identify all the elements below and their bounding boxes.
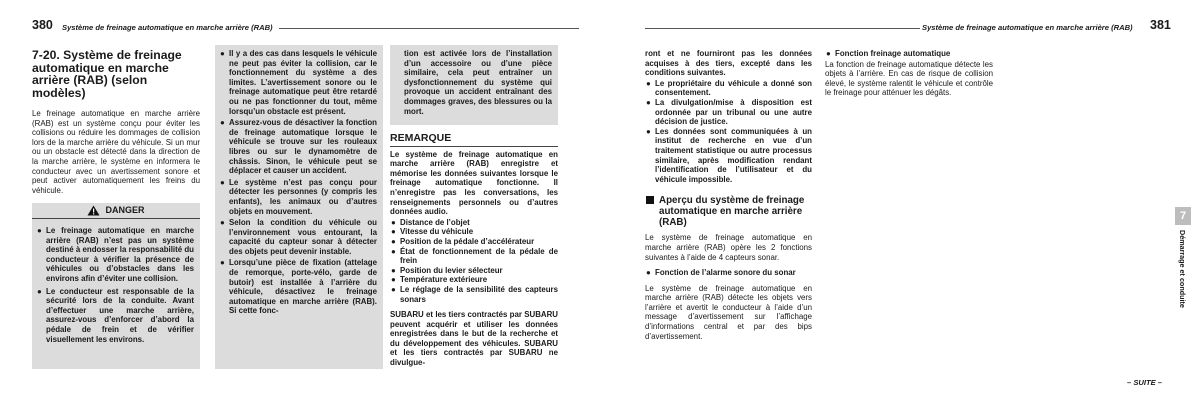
remark-item: ● Température extérieure xyxy=(391,275,488,285)
danger-item: ● Le freinage automatique en marche arrière (RAB) n’est pas un système destiné à endosser la responsabilité du conducteur à vérifier la présence de véhicules ou d’obstacles dans les environs afin d’éviter une collision. xyxy=(37,226,194,283)
remark-section xyxy=(390,134,558,368)
chapter-tab xyxy=(1175,207,1191,225)
warning-item: ● Assurez-vous de désactiver la fonction de freinage automatique lorsque le véhicule se trouve sur les rouleaux libres ou sur le dynamomètre de châssis. Sinon, le véhicule peut se déplacer et causer un accident. xyxy=(220,118,377,176)
continuation-text: ront et ne fourniront pas les données acquises à des tiers, excepté dans les conditions suivantes. xyxy=(645,49,812,78)
warning-continuation-box xyxy=(215,45,383,369)
right-header-title: Système de freinage automatique en marche arrière (RAB) xyxy=(922,23,1133,32)
danger-header xyxy=(32,203,200,219)
left-header-rule xyxy=(279,28,579,29)
danger-box xyxy=(32,203,200,369)
right-column-2 xyxy=(825,49,993,98)
left-page-number: 380 xyxy=(32,18,53,32)
warning-item: ● Le système n’est pas conçu pour détecter les personnes (y compris les enfants), les animaux ou d’autres objets en mouvement. xyxy=(220,177,377,216)
condition-item: ● Le propriétaire du véhicule a donné son consentement. xyxy=(646,78,812,98)
function1-text: Le système de freinage automatique en marche arrière (RAB) détecte les objets vers l’arrière et avertit le conducteur à l’aide d’un message d’avertissement sur l’affichage d’informations central et par des bips d’avertissement. xyxy=(645,283,812,341)
remark-item: ● Position du levier sélecteur xyxy=(391,265,503,275)
chapter-number: 7 xyxy=(1179,210,1187,222)
remark-item: ● Distance de l’objet xyxy=(391,217,470,227)
warning-item: ● Il y a des cas dans lesquels le véhicule ne peut pas éviter la collision, car le fonctionnement du système a des limites. L’avertissement sonore ou le freinage automatique peut être retardé ou ne pas fonctionner du tout, même lorsqu’un obstacle est présent. xyxy=(220,49,377,116)
condition-item: ● Les données sont communiquées à un institut de recherche en vue d’un traitement statistique ou autre processus similaire, après modification rendant l’identification de l’utilisateur et du véhicule impossible. xyxy=(646,126,812,184)
condition-item: ● La divulgation/mise à disposition est ordonnée par un tribunal ou une autre décision de justice. xyxy=(646,97,812,127)
right-header-rule xyxy=(645,28,920,29)
remark-item: ● État de fonctionnement de la pédale de frein xyxy=(391,246,558,266)
remark-rule xyxy=(390,146,558,147)
warning-item: ● Lorsqu’une pièce de fixation (attelage de remorque, porte-vélo, garde de butoir) est installée à l’arrière du véhicule, désactivez le freinage automatique en marche arrière (RAB). Si cette fonc- xyxy=(220,258,377,316)
overview-title: Aperçu du système de freinage automatique en marche arrière (RAB) xyxy=(659,195,805,229)
section-title: 7-20. Système de freinage automatique en marche arrière (RAB) (selon modèles) xyxy=(32,48,182,100)
remark-title: REMARQUE xyxy=(390,132,452,144)
remark-outro: SUBARU et les tiers contractés par SUBARU peuvent acquérir et utiliser les données enregistrées dans le but de la recherche et du développement des véhicules. SUBARU et les tiers contractés par SUBARU ne divulgue- xyxy=(390,310,558,368)
warning-box-end xyxy=(390,45,558,125)
warning-triangle-icon xyxy=(87,205,100,216)
warning-continuation-text: tion est activée lors de l’installation d’un accessoire ou d’une pièce similaire, cela peut entraîner un dysfonctionnement du système qui provoque un accident entraînant des dommages graves, des blessures ou la mort. xyxy=(404,49,552,116)
overview-intro: Le système de freinage automatique en marche arrière (RAB) opère les 2 fonctions suivantes à l’aide de 4 capteurs sonar. xyxy=(645,233,812,262)
right-column-1 xyxy=(645,49,812,341)
function-title: ● Fonction freinage automatique xyxy=(826,49,951,58)
remark-item: ● Le réglage de la sensibilité des capteurs sonars xyxy=(391,284,558,304)
left-header-title: Système de freinage automatique en marche arrière (RAB) xyxy=(62,23,273,32)
remark-item: ● Vitesse du véhicule xyxy=(391,227,474,237)
continued-marker: – SUITE – xyxy=(1127,378,1163,387)
right-page-number: 381 xyxy=(1150,18,1171,32)
function-title: ● Fonction de l’alarme sonore du sonar xyxy=(646,268,796,278)
remark-item: ● Position de la pédale d’accélérateur xyxy=(391,236,535,246)
warning-item: ● Selon la condition du véhicule ou l’environnement vous entourant, la capacité du capteur sonar à détecter des objets peut devenir instable. xyxy=(220,218,377,256)
intro-paragraph: Le freinage automatique en marche arrière (RAB) est un système conçu pour éviter les collisions ou réduire les dommages de collision lors de la marche arrière du véhicule. Si un mur ou un obstacle est détecté dans la direction de la marche arrière, le système en informera le conducteur avec un avertissement sonore et peut activer automatiquement les freins du véhicule. xyxy=(32,109,200,195)
remark-intro: Le système de freinage automatique en marche arrière (RAB) enregistre et mémorise les données suivantes lorsque le freinage automatique fonctionne. Il n’enregistre pas les conversations, les renseignements personnels ou d’autres données audio. xyxy=(390,149,558,217)
overview-title-block xyxy=(645,195,812,228)
square-bullet-icon xyxy=(646,196,654,204)
chapter-title: Démarrage et conduite xyxy=(1178,230,1187,308)
left-column-1 xyxy=(32,49,200,195)
danger-item: ● Le conducteur est responsable de la sécurité lors de la conduite. Avant d’effectuer une marche arrière, assurez-vous d’enforcer d’abord la pédale de frein et de vérifier visuellement les environs. xyxy=(37,286,194,344)
danger-label: DANGER xyxy=(105,204,145,215)
function2-text: La fonction de freinage automatique détecte les objets à l’arrière. En cas de risque de collision élevé, le système ralentit le véhicule et contrôle le freinage pour atténuer les dégâts. xyxy=(825,59,993,98)
